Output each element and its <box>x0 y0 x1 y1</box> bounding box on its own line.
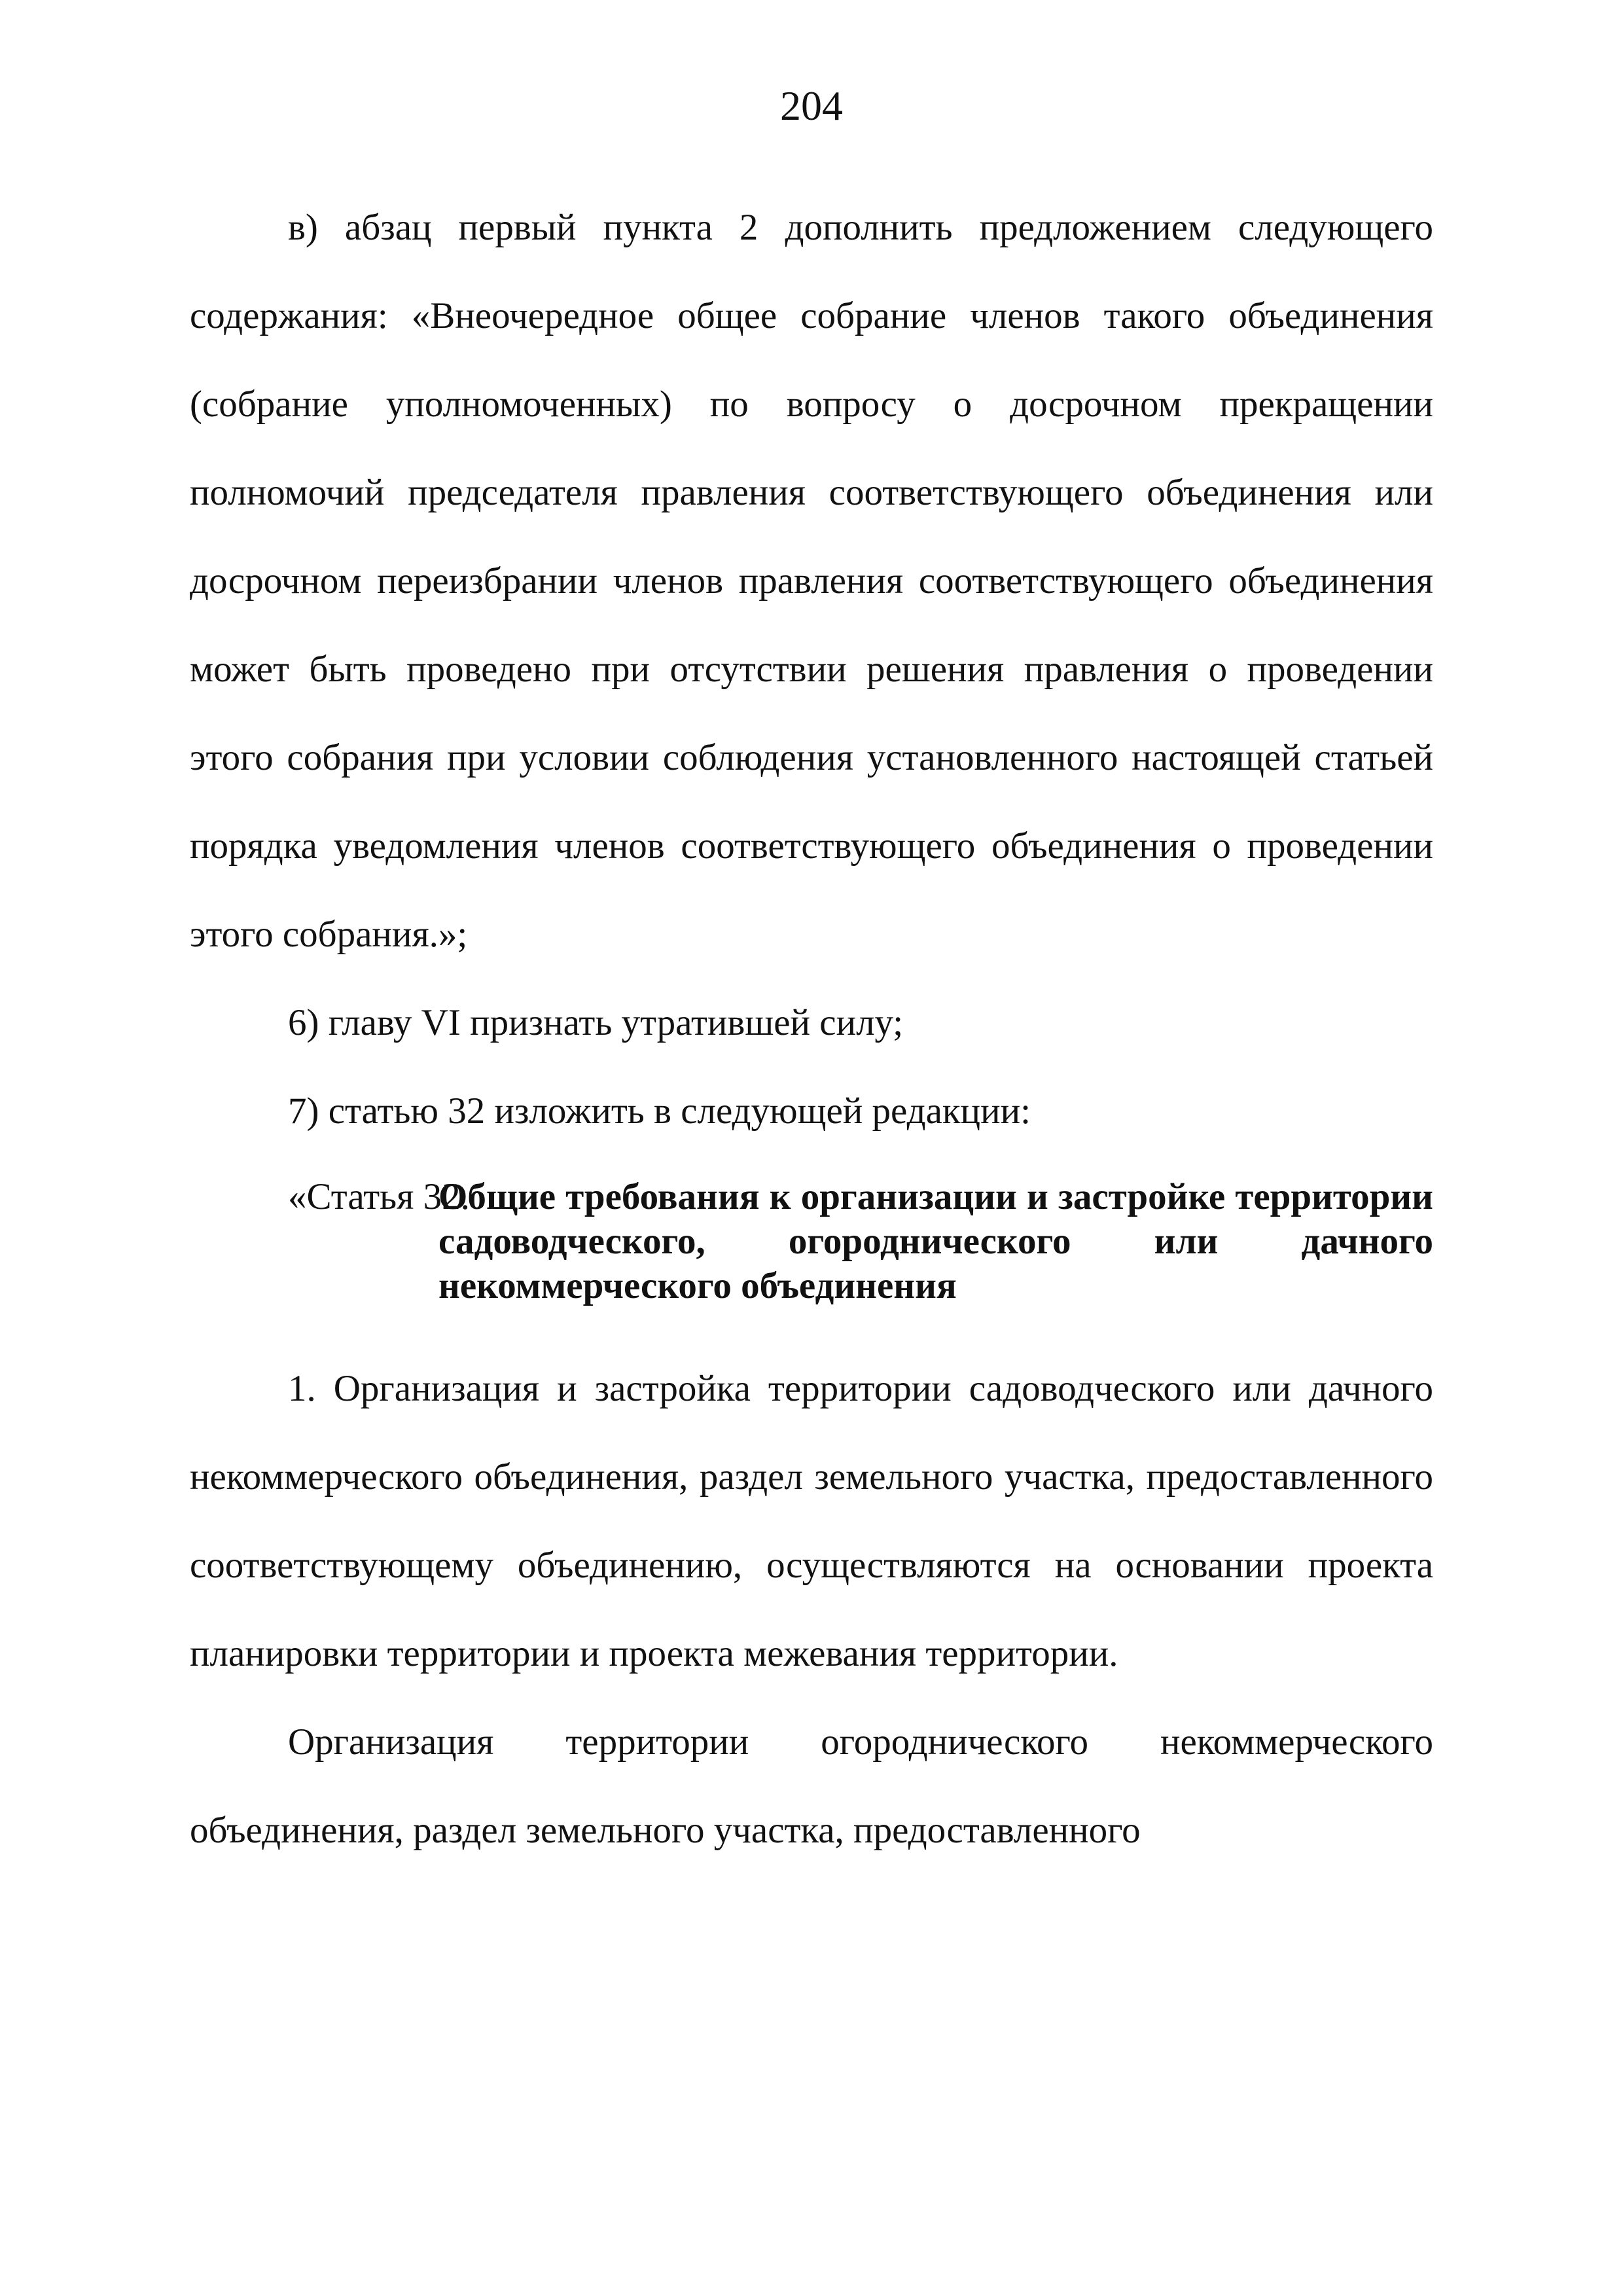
paragraph-amendment-6: 6) главу VI признать утратившей силу; <box>288 1002 904 1043</box>
document-body <box>190 183 1433 1874</box>
article-paragraph-1: 1. Организация и застройка территории садоводческого или дачного некоммерческого объединения, раздел земельного участка, предоставленного соответствующему объединению, осуществляются на основании проекта планировки территории и проекта межевания территории. <box>190 1368 1433 1674</box>
article-heading <box>190 1175 1433 1308</box>
article-label: «Статья 32. <box>288 1176 470 1217</box>
paragraph-amendment-7: 7) статью 32 изложить в следующей редакции: <box>288 1090 1031 1132</box>
article-paragraph-2: Организация территории огороднического некоммерческого объединения, раздел земельного участка, предоставленного <box>190 1721 1433 1851</box>
paragraph-amendment-v: в) абзац первый пункта 2 дополнить предложением следующего содержания: «Внеочередное общее собрание членов такого объединения (собрание уполномоченных) по вопросу о досрочном прекращении полномочий председателя правления соответствующего объединения или досрочном переизбрании членов правления соответствующего объединения может быть проведено при отсутствии решения правления о проведении этого собрания при условии соблюдения установленного настоящей статьей порядка уведомления членов соответствующего объединения о проведении этого собрания.»; <box>190 207 1433 955</box>
article-title: Общие требования к организации и застройке территории садоводческого, огороднического или дачного некоммерческого объединения <box>438 1176 1433 1306</box>
page-number: 204 <box>780 82 843 129</box>
